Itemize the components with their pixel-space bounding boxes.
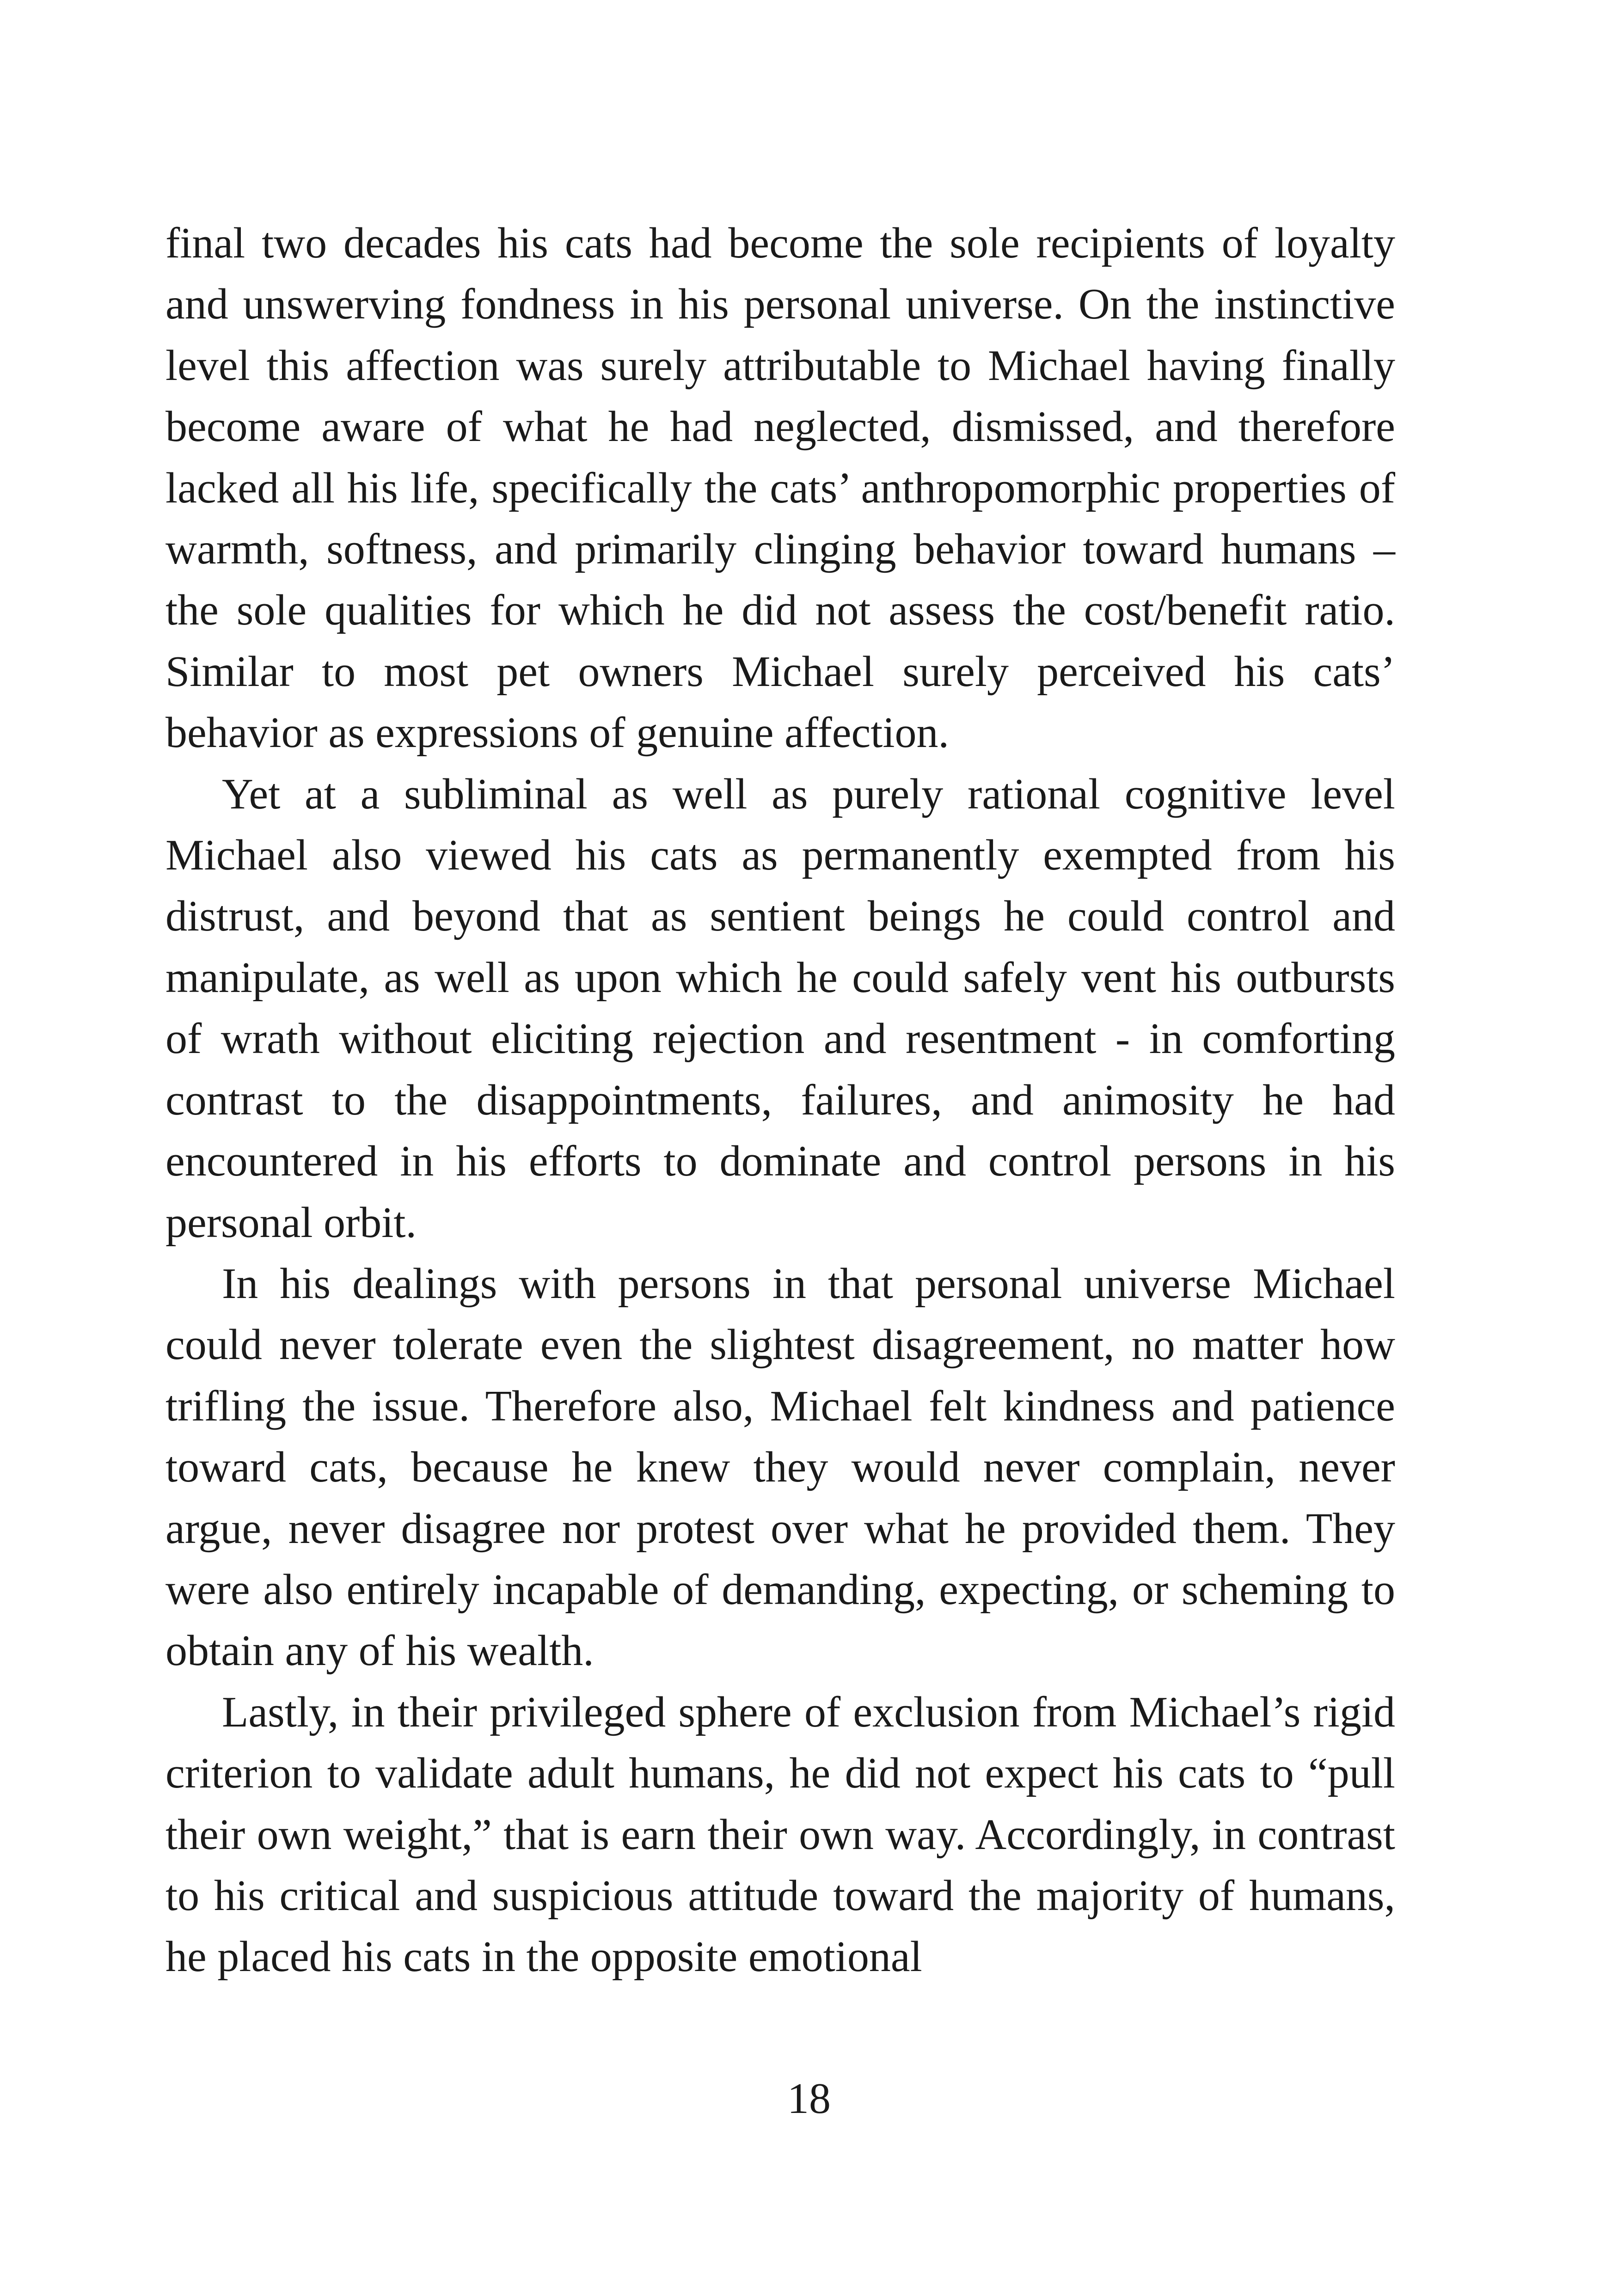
page-number: 18 <box>787 2075 831 2123</box>
paragraph-2: Yet at a subliminal as well as purely rational cognitive level Michael also viewed his cats as permanently exempted from his distrust, and beyond that as sentient beings he could control and manipulate, as well as upon which he could safely vent his outbursts of wrath without eliciting rejection and resentment - in comforting contrast to the disappointments, failures, and animosity he had encountered in his efforts to dominate and control persons in his personal orbit. <box>165 770 1395 1247</box>
paragraph-4: Lastly, in their privileged sphere of exclusion from Michael’s rigid criterion to validate adult humans, he did not expect his cats to “pull their own weight,” that is earn their own way. Accordingly, in contrast to his critical and suspicious attitude toward the majority of humans, he placed his cats in the opposite emotional <box>165 1688 1395 1981</box>
paragraph-1: final two decades his cats had become the sole recipients of loyalty and unswerving fondness in his personal universe. On the instinctive level this affection was surely attributable to Michael having finally become aware of what he had neglected, dismissed, and therefore lacked all his life, specifically the cats’ anthropomorphic properties of warmth, softness, and primarily clinging behavior toward humans – the sole qualities for which he did not assess the cost/benefit ratio. Similar to most pet owners Michael surely perceived his cats’ behavior as expressions of genuine affection. <box>165 219 1395 757</box>
paragraph-3: In his dealings with persons in that personal universe Michael could never tolerate even the slightest disagreement, no matter how trifling the issue. Therefore also, Michael felt kindness and patience toward cats, because he knew they would never complain, never argue, never disagree nor protest over what he provided them. They were also entirely incapable of demanding, expecting, or scheming to obtain any of his wealth. <box>165 1259 1395 1675</box>
body-text <box>165 213 1395 1988</box>
